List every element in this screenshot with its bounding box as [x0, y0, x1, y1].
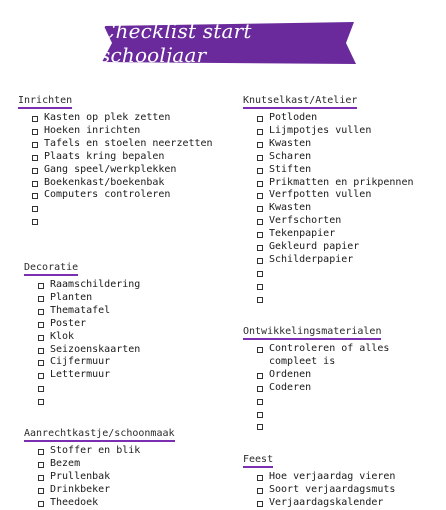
- checkbox-icon[interactable]: [38, 360, 44, 366]
- checkbox-icon[interactable]: [38, 501, 44, 507]
- checkbox-icon[interactable]: [257, 258, 263, 264]
- checklist-item[interactable]: [18, 164, 228, 177]
- checkbox-icon[interactable]: [257, 129, 263, 135]
- checkbox-icon[interactable]: [257, 488, 263, 494]
- checklist-item[interactable]: [243, 202, 443, 215]
- checkbox-icon[interactable]: [32, 181, 38, 187]
- checklist-item-label: Klok: [50, 330, 75, 342]
- checklist: [24, 279, 224, 408]
- checklist-item[interactable]: [24, 369, 224, 382]
- checklist: [243, 343, 403, 433]
- checkbox-icon[interactable]: [257, 501, 263, 507]
- checklist-item-label: Prikmatten en prikpennen: [269, 176, 414, 188]
- checkbox-icon[interactable]: [257, 168, 263, 174]
- checklist-item-label: Boekenkast/boekenbak: [44, 176, 165, 188]
- checklist-item-label: Kwasten: [269, 202, 312, 214]
- checklist-item[interactable]: [18, 202, 228, 215]
- checklist-item[interactable]: [18, 138, 228, 151]
- checklist-item[interactable]: [243, 420, 403, 433]
- checklist-item[interactable]: [243, 138, 443, 151]
- checkbox-icon[interactable]: [257, 284, 263, 290]
- checkbox-icon[interactable]: [257, 399, 263, 405]
- checkbox-icon[interactable]: [257, 297, 263, 303]
- checkbox-icon[interactable]: [32, 206, 38, 212]
- checklist-item[interactable]: [243, 254, 443, 267]
- checklist-item-label: Cijfermuur: [50, 356, 111, 368]
- checklist-item-label: Hoeken inrichten: [44, 124, 141, 136]
- section-heading: Feest: [243, 454, 273, 468]
- checklist-item[interactable]: [24, 292, 224, 305]
- checklist: [18, 112, 228, 228]
- checkbox-icon[interactable]: [38, 296, 44, 302]
- page-title: Checklist start schooljaar: [100, 19, 252, 67]
- checkbox-icon[interactable]: [38, 335, 44, 341]
- checkbox-icon[interactable]: [257, 424, 263, 430]
- section-heading: Decoratie: [24, 262, 78, 276]
- checklist-item[interactable]: [24, 279, 224, 292]
- checklist-item[interactable]: [24, 318, 224, 331]
- checklist-item-label: Lijmpotjes vullen: [269, 124, 372, 136]
- checkbox-icon[interactable]: [257, 142, 263, 148]
- checklist-item-label: Potloden: [269, 112, 318, 123]
- checklist-item[interactable]: [24, 305, 224, 318]
- checklist-item[interactable]: [243, 267, 443, 280]
- checklist-item-label: Drinkbeker: [50, 483, 111, 495]
- checkbox-icon[interactable]: [257, 245, 263, 251]
- checkbox-icon[interactable]: [38, 399, 44, 405]
- checklist-item-label: Stoffer en blik: [50, 445, 141, 456]
- checklist-item-label: Verfpotten vullen: [269, 189, 372, 201]
- checklist-item[interactable]: [243, 369, 403, 382]
- checklist-item-label: Schilderpapier: [269, 253, 354, 265]
- checkbox-icon[interactable]: [38, 309, 44, 315]
- checklist-item-label: Bezem: [50, 457, 81, 469]
- checkbox-icon[interactable]: [257, 206, 263, 212]
- checkbox-icon[interactable]: [38, 475, 44, 481]
- checklist-item-label: Gekleurd papier: [269, 241, 360, 253]
- checklist-item[interactable]: [24, 382, 224, 395]
- checklist-item-label: Seizoenskaarten: [50, 343, 141, 355]
- checkbox-icon[interactable]: [38, 449, 44, 455]
- checkbox-icon[interactable]: [257, 412, 263, 418]
- checklist-item[interactable]: [243, 280, 443, 293]
- checklist-item[interactable]: [243, 471, 443, 484]
- checklist-item[interactable]: [243, 112, 443, 125]
- checkbox-icon[interactable]: [38, 348, 44, 354]
- checklist-item-label: Gang speel/werkplekken: [44, 163, 177, 175]
- checklist-item[interactable]: [18, 215, 228, 228]
- checklist-item[interactable]: [243, 215, 443, 228]
- checklist-item-label: Hoe verjaardag vieren: [269, 471, 396, 482]
- checklist: [24, 445, 224, 510]
- checkbox-icon[interactable]: [38, 488, 44, 494]
- checklist: [243, 471, 443, 510]
- checkbox-icon[interactable]: [38, 322, 44, 328]
- checklist-item-label: Ordenen: [269, 368, 312, 380]
- checklist-item-label: Thematafel: [50, 304, 111, 316]
- checklist-item[interactable]: [243, 151, 443, 164]
- checkbox-icon[interactable]: [32, 168, 38, 174]
- checklist-item[interactable]: [24, 458, 224, 471]
- checklist-item[interactable]: [24, 356, 224, 369]
- checklist-item[interactable]: [243, 228, 443, 241]
- checklist-item[interactable]: [24, 445, 224, 458]
- checklist-item[interactable]: [243, 189, 443, 202]
- checklist-item[interactable]: [243, 484, 443, 497]
- checklist-item-label: Coderen: [269, 381, 312, 393]
- checkbox-icon[interactable]: [257, 475, 263, 481]
- checklist-item-label: Verjaardagskalender: [269, 496, 384, 508]
- section-inrichten: [18, 88, 228, 228]
- checklist-item-label: Raamschildering: [50, 279, 141, 290]
- checklist-item[interactable]: [243, 408, 403, 421]
- checklist-item[interactable]: [18, 151, 228, 164]
- checkbox-icon[interactable]: [257, 271, 263, 277]
- checklist-item-label: Tafels en stoelen neerzetten: [44, 137, 213, 149]
- checklist-item-label: Prullenbak: [50, 470, 111, 482]
- checkbox-icon[interactable]: [257, 193, 263, 199]
- checklist-item-label: Controleren of alles compleet is: [269, 343, 390, 367]
- checklist-item-label: Planten: [50, 291, 93, 303]
- checkbox-icon[interactable]: [257, 181, 263, 187]
- checklist-item[interactable]: [243, 241, 443, 254]
- checkbox-icon[interactable]: [32, 155, 38, 161]
- checklist-item-label: Kwasten: [269, 137, 312, 149]
- checklist-item[interactable]: [243, 293, 443, 306]
- section-aanrechtkastje: [24, 421, 224, 510]
- title-banner: [100, 20, 358, 66]
- checklist-item[interactable]: [243, 125, 443, 138]
- checklist-item[interactable]: [24, 484, 224, 497]
- section-heading: Ontwikkelingsmaterialen: [243, 326, 381, 340]
- checklist-item[interactable]: [243, 343, 403, 369]
- checkbox-icon[interactable]: [257, 116, 263, 122]
- checkbox-icon[interactable]: [257, 373, 263, 379]
- checkbox-icon[interactable]: [32, 129, 38, 135]
- checklist-item[interactable]: [243, 177, 443, 190]
- section-feest: [243, 447, 443, 510]
- checkbox-icon[interactable]: [32, 142, 38, 148]
- checklist-item-label: Plaats kring bepalen: [44, 150, 165, 162]
- checklist-item[interactable]: [243, 382, 403, 395]
- checkbox-icon[interactable]: [257, 347, 263, 353]
- section-knutselkast: [243, 88, 443, 306]
- checkbox-icon[interactable]: [32, 116, 38, 122]
- checklist-item[interactable]: [18, 177, 228, 190]
- checklist: [243, 112, 443, 306]
- checklist-item-label: Verfschorten: [269, 215, 342, 227]
- checklist-item-label: Computers controleren: [44, 189, 171, 201]
- checklist-item-label: Scharen: [269, 150, 312, 162]
- section-decoratie: [24, 255, 224, 408]
- checklist-item[interactable]: [243, 164, 443, 177]
- checklist-item[interactable]: [243, 395, 403, 408]
- checklist-item[interactable]: [18, 112, 228, 125]
- checkbox-icon[interactable]: [38, 462, 44, 468]
- checklist-item-label: Theedoek: [50, 496, 99, 508]
- checklist-item-label: Lettermuur: [50, 369, 111, 381]
- section-heading: Aanrechtkastje/schoonmaak: [24, 428, 175, 442]
- checkbox-icon[interactable]: [257, 155, 263, 161]
- checkbox-icon[interactable]: [38, 283, 44, 289]
- checklist-item[interactable]: [24, 344, 224, 357]
- checkbox-icon[interactable]: [38, 373, 44, 379]
- checkbox-icon[interactable]: [257, 386, 263, 392]
- checklist-item[interactable]: [18, 125, 228, 138]
- checklist-item-label: Kasten op plek zetten: [44, 112, 171, 123]
- checklist-item[interactable]: [24, 395, 224, 408]
- section-heading: Knutselkast/Atelier: [243, 95, 357, 109]
- checklist-item[interactable]: [24, 471, 224, 484]
- checkbox-icon[interactable]: [32, 193, 38, 199]
- checklist-item[interactable]: [18, 189, 228, 202]
- section-ontwikkelingsmaterialen: [243, 319, 403, 433]
- checklist-item[interactable]: [24, 331, 224, 344]
- section-heading: Inrichten: [18, 95, 72, 109]
- checkbox-icon[interactable]: [257, 232, 263, 238]
- checklist-item-label: Tekenpapier: [269, 228, 336, 240]
- checkbox-icon[interactable]: [38, 386, 44, 392]
- checklist-item-label: Stiften: [269, 163, 312, 175]
- checkbox-icon[interactable]: [32, 219, 38, 225]
- checklist-item-label: Soort verjaardagsmuts: [269, 483, 396, 495]
- checklist-item-label: Poster: [50, 317, 87, 329]
- checkbox-icon[interactable]: [257, 219, 263, 225]
